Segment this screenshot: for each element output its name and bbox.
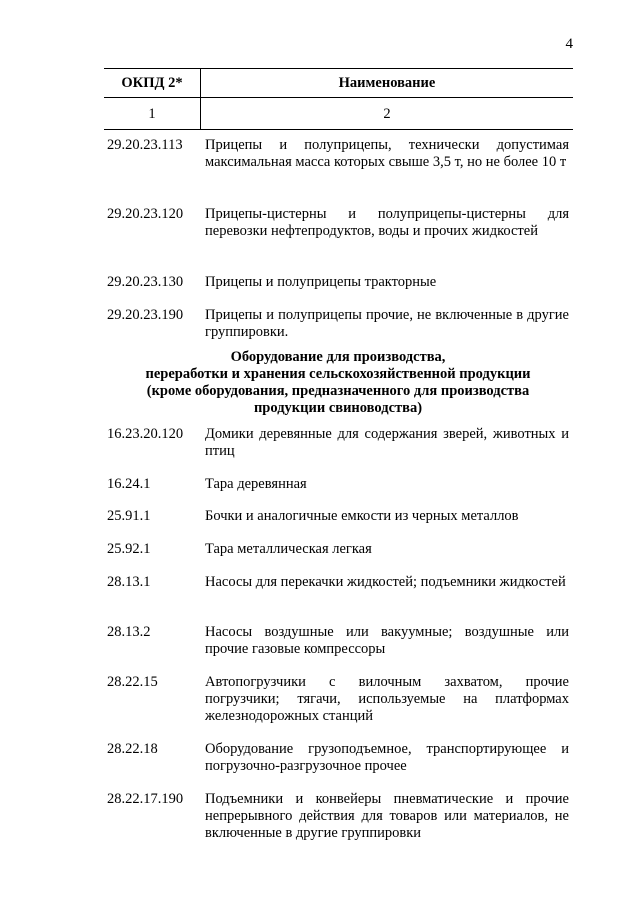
section-title-line: Оборудование для производства, (230, 349, 446, 365)
section-title-line: (кроме оборудования, предназначенного для производства (146, 383, 530, 399)
item-code: 25.92.1 (107, 541, 151, 557)
item-code: 28.22.18 (107, 741, 158, 757)
list-item (107, 741, 569, 775)
list-item (107, 476, 569, 493)
section-title-line: переработки и хранения сельскохозяйственной продукции (145, 366, 531, 382)
header-num-1: 1 (104, 98, 201, 129)
item-code: 28.13.1 (107, 574, 151, 590)
item-name: Прицепы и полуприцепы тракторные (205, 274, 437, 290)
list-item (107, 574, 569, 591)
item-name: Подъемники и конвейеры пневматические и прочие непрерывного действия для товаров или материалов, не включенные в другие группировки (205, 791, 569, 841)
item-code: 29.20.23.130 (107, 274, 184, 290)
header-num-2: 2 (383, 106, 391, 122)
item-code: 29.20.23.190 (107, 307, 184, 323)
header-col-code: ОКПД 2* (104, 69, 201, 97)
item-code: 25.91.1 (107, 508, 151, 524)
list-item (107, 274, 569, 291)
item-name: Прицепы-цистерны и полуприцепы-цистерны для перевозки нефтепродуктов, воды и прочих жидкостей (205, 206, 569, 239)
header-col-name: Наименование (338, 75, 436, 91)
item-name: Насосы для перекачки жидкостей; подъемники жидкостей (205, 574, 566, 590)
item-name: Насосы воздушные или вакуумные; воздушные или прочие газовые компрессоры (205, 624, 569, 657)
item-code: 29.20.23.113 (107, 137, 183, 153)
item-name: Прицепы и полуприцепы прочие, не включенные в другие группировки. (205, 307, 569, 340)
section-title (107, 349, 569, 417)
header-number-row (104, 97, 573, 129)
header-row (104, 69, 573, 97)
item-code: 28.22.17.190 (107, 791, 184, 807)
item-name: Домики деревянные для содержания зверей, животных и птиц (205, 426, 569, 459)
list-item (107, 426, 569, 460)
item-name: Оборудование грузоподъемное, транспортирующее и погрузочно-разгрузочное прочее (205, 741, 569, 774)
list-item (107, 541, 569, 558)
item-name: Автопогрузчики с вилочным захватом, прочие погрузчики; тягачи, используемые на платформах железнодорожных станций (205, 674, 569, 724)
list-item (107, 624, 569, 658)
list-item (107, 206, 569, 240)
item-code: 29.20.23.120 (107, 206, 184, 222)
item-name: Бочки и аналогичные емкости из черных металлов (205, 508, 519, 524)
item-name: Тара деревянная (205, 476, 307, 492)
section-title-line: продукции свиноводства) (253, 400, 423, 416)
list-item (107, 508, 569, 525)
list-item (107, 307, 569, 341)
table-header (104, 68, 573, 130)
list-item (107, 674, 569, 725)
item-name: Прицепы и полуприцепы, технически допустимая максимальная масса которых свыше 3,5 т, но не более 10 т (205, 137, 569, 170)
item-code: 28.13.2 (107, 624, 151, 640)
item-name: Тара металлическая легкая (205, 541, 372, 557)
item-code: 28.22.15 (107, 674, 158, 690)
item-code: 16.23.20.120 (107, 426, 184, 442)
list-item (107, 791, 569, 842)
page-number: 4 (565, 36, 573, 52)
list-item (107, 137, 569, 171)
item-code: 16.24.1 (107, 476, 151, 492)
